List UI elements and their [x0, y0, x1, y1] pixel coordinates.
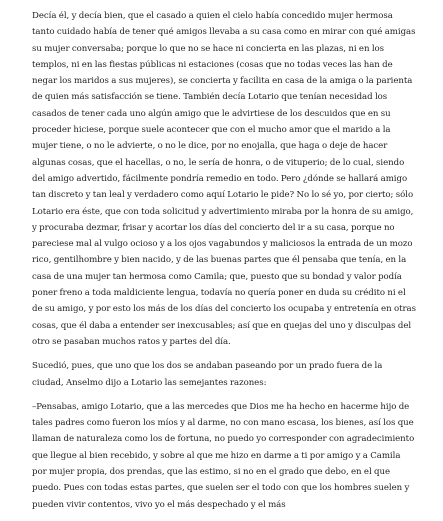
paragraph-walk-in-meadow: Sucedió, pues, que uno que los dos se andaban paseando por un prado fuera de la ciudad, Anselmo dijo a Lotario las semejantes razones:: [32, 361, 383, 388]
paragraph-anselmo-speech: –Pensabas, amigo Lotario, que a las mercedes que Dios me ha hecho en hacerme hijo de tales padres como fueron los míos y al darme, no con mano escasa, los bienes, así los que llaman de naturaleza como los de fortuna, no puedo yo corresponder con agradecimiento que llegue al bien recebido, y sobre al que me hizo en darme a ti por amigo y a Camila por mujer propia, dos prendas, que las estimo, si no en el grado que debo, en el que puedo. Pues con todas estas partes, que suelen ser el todo con que los hombres suelen y pueden vivir contentos, vivo yo el más despechado y el más: [32, 401, 415, 510]
document-page: [32, 8, 416, 521]
paragraph-lotario-advice: Decía él, y decía bien, que el casado a quien el cielo había concedido mujer hermosa tanto cuidado había de tener qué amigos llevaba a su casa como en mirar con qué amigas su mujer conversaba; porque lo que no se hace ni concierta en las plazas, ni en los templos, ni en las fiestas públicas ni estaciones (cosas que no todas veces las han de negar los maridos a sus mujeres), se concierta y facilita en casa de la amiga o la parienta de quien más satisfacción se tiene. También decía Lotario que tenían necesidad los casados de tener cada uno algún amigo que le advirtiese de los descuidos que en su proceder hiciese, porque suele acontecer que con el mucho amor que el marido a la mujer tiene, o no le advierte, o no le dice, por no enojalla, que haga o deje de hacer algunas cosas, que el hacellas, o no, le sería de honra, o de vituperio; de lo cual, siendo del amigo advertido, fácilmente pondría remedio en todo. Pero ¿dónde se hallará amigo tan discreto y tan leal y verdadero como aquí Lotario le pide? No lo sé yo, por cierto; sólo Lotario era éste, que con toda solicitud y advertimiento miraba por la honra de su amigo, y procuraba dezmar, frisar y acortar los días del concierto del ir a su casa, porque no pareciese mal al vulgo ocioso y a los ojos vagabundos y maliciosos la entrada de un mozo rico, gentilhombre y bien nacido, y de las buenas partes que él pensaba que tenía, en la casa de una mujer tan hermosa como Camila; que, puesto que su bondad y valor podía poner freno a toda maldiciente lengua, todavía no quería poner en duda su crédito ni el de su amigo, y por esto los más de los días del concierto los ocupaba y entretenía en otras cosas, que él daba a entender ser inexcusables; así que en quejas del uno y disculpas del otro se pasaban muchos ratos y partes del día.: [32, 11, 416, 347]
